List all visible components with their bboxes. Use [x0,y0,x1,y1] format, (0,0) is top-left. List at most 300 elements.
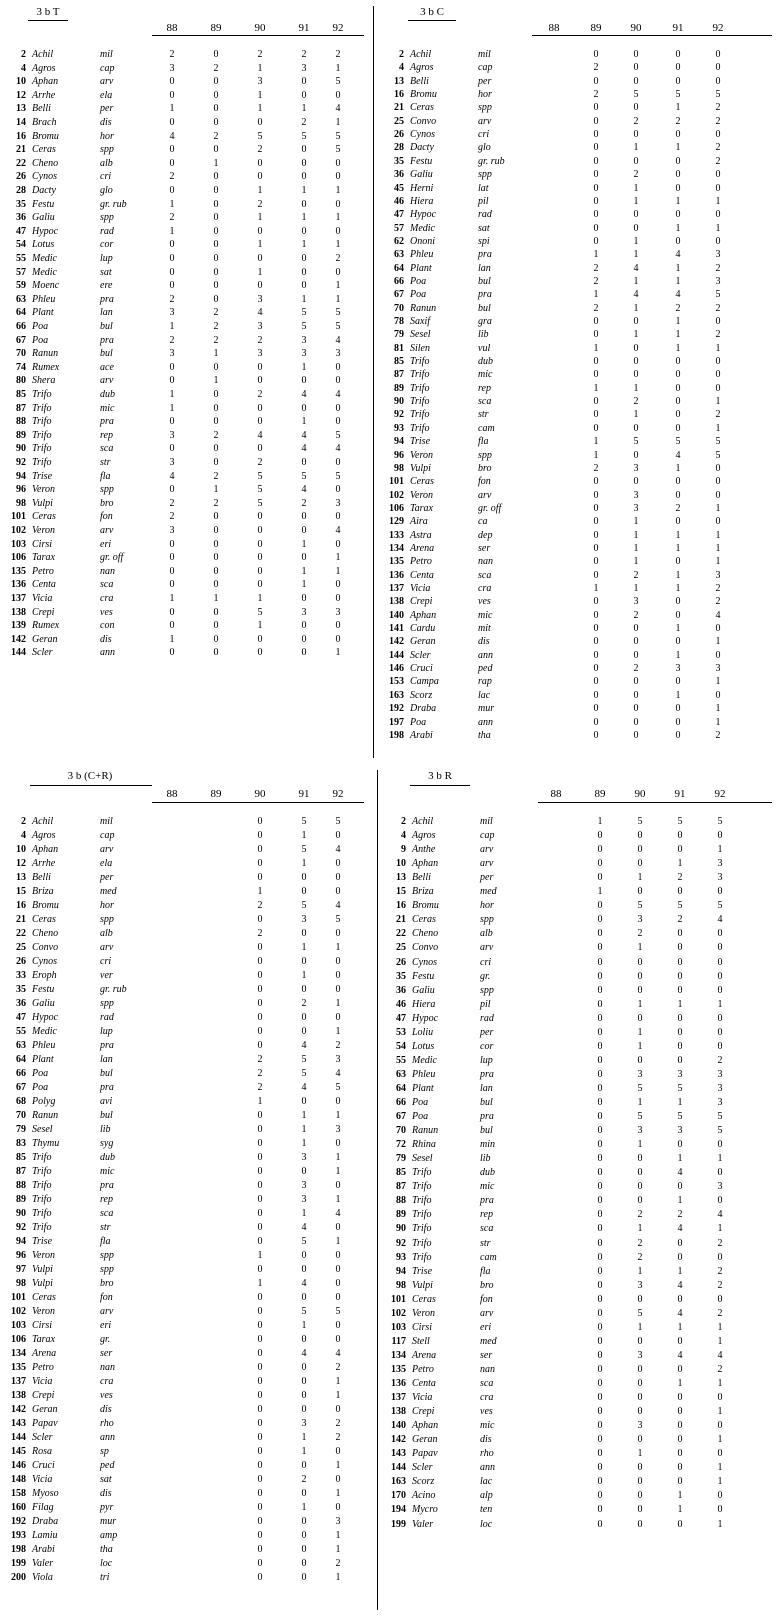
cell-value: 0 [335,1404,341,1415]
species-number: 94 [16,1236,26,1247]
species-number: 16 [394,89,404,101]
species-abbrev: cri [100,956,112,967]
cell-value: 0 [301,402,307,414]
table-row [0,1487,376,1500]
species-number: 81 [394,342,404,354]
cell-value: 1 [675,262,681,274]
species-number: 36 [396,984,406,996]
species-number: 14 [16,117,26,128]
cell-value: 0 [677,1363,683,1375]
species-abbrev: per [100,872,114,883]
species-number: 35 [16,198,26,210]
title-underline [30,785,152,786]
table-row [0,1067,376,1080]
genus-abbrev: Festu [32,984,55,995]
cell-value: 1 [335,293,341,305]
cell-value: 1 [715,396,721,408]
genus-abbrev: Scler [412,1462,433,1474]
cell-value: 3 [633,462,639,474]
genus-abbrev: Medic [412,1054,437,1066]
species-abbrev: gr. [100,1334,111,1345]
cell-value: 2 [169,334,175,346]
species-number: 55 [16,1026,26,1037]
table-row [380,1166,777,1179]
species-abbrev: cam [478,422,495,434]
panel-title: 3 b (C+R) [67,770,113,782]
species-number: 144 [11,647,26,659]
cell-value: 2 [675,302,681,314]
cell-value: 2 [633,663,639,675]
species-abbrev: str [100,1222,111,1233]
cell-value: 0 [675,49,681,60]
species-number: 13 [396,872,406,884]
species-abbrev: spp [100,212,114,224]
cell-value: 0 [597,1082,603,1094]
cell-value: 1 [717,1335,723,1347]
species-abbrev: cri [480,956,492,968]
species-abbrev: eri [100,1320,112,1331]
cell-value: 5 [637,1307,643,1319]
species-number: 106 [11,1334,26,1345]
cell-value: 0 [633,676,639,688]
cell-value: 0 [257,565,263,577]
genus-abbrev: Plant [32,307,54,319]
species-abbrev: avi [100,1096,113,1107]
cell-value: 0 [301,266,307,278]
table-row [380,1349,777,1362]
species-abbrev: rad [100,225,114,237]
species-abbrev: pra [478,289,492,301]
cell-value: 4 [675,449,681,461]
cell-value: 0 [213,552,219,564]
cell-value: 0 [301,1544,307,1555]
species-abbrev: gr. off [478,502,502,514]
table-row [0,415,372,428]
species-abbrev: cam [480,1251,497,1263]
cell-value: 0 [715,476,721,488]
cell-value: 0 [715,235,721,247]
genus-abbrev: Ranun [412,1125,439,1137]
cell-value: 4 [335,1208,341,1219]
cell-value: 5 [335,816,341,827]
cell-value: 2 [301,49,307,60]
species-abbrev: sca [100,579,114,591]
cell-value: 0 [301,1264,307,1275]
species-number: 66 [396,1097,406,1108]
cell-value: 4 [301,443,307,455]
cell-value: 0 [675,476,681,488]
table-row [378,355,777,368]
genus-abbrev: Sesel [32,1124,53,1135]
genus-abbrev: Scler [410,649,431,661]
table-row [380,1054,777,1067]
cell-value: 0 [715,689,721,701]
cell-value: 0 [301,886,307,897]
species-number: 2 [21,49,26,60]
species-number: 192 [11,1516,26,1527]
cell-value: 1 [335,1194,341,1205]
genus-abbrev: Rumex [32,620,60,632]
cell-value: 0 [637,1181,643,1193]
cell-value: 0 [675,556,681,568]
species-number: 136 [11,579,26,591]
table-row [378,555,777,568]
cell-value: 3 [717,1082,723,1094]
table-row [378,635,777,648]
table-row [0,1081,376,1094]
cell-value: 1 [335,1460,341,1471]
cell-value: 2 [335,1432,341,1443]
species-abbrev: fla [100,470,111,482]
genus-abbrev: Agros [32,830,56,841]
cell-value: 1 [213,348,219,360]
table-row [0,1137,376,1150]
cell-value: 1 [335,117,341,128]
cell-value: 0 [593,142,599,154]
species-number: 142 [391,1434,406,1446]
genus-abbrev: Geran [412,1434,438,1446]
cell-value: 0 [335,1502,341,1513]
cell-value: 0 [213,511,219,523]
genus-abbrev: Aphan [410,609,437,621]
species-abbrev: spp [100,144,114,156]
species-number: 79 [16,1124,26,1135]
cell-value: 0 [257,1040,263,1051]
species-number: 88 [16,1180,26,1191]
cell-value: 3 [637,914,643,926]
species-number: 88 [16,416,26,428]
genus-abbrev: Trifo [32,1152,52,1163]
genus-abbrev: Geran [32,1404,58,1415]
species-abbrev: bro [480,1279,494,1291]
genus-abbrev: Hiera [410,195,434,207]
cell-value: 0 [301,620,307,632]
cell-value: 0 [715,462,721,474]
cell-value: 0 [257,1166,263,1177]
table-row [378,262,777,275]
table-row [0,374,372,387]
cell-value: 0 [717,984,723,996]
genus-abbrev: Poa [410,716,427,728]
cell-value: 2 [633,115,639,127]
cell-value: 4 [335,1348,341,1359]
cell-value: 0 [335,484,341,496]
table-row [378,75,777,88]
cell-value: 4 [257,429,263,441]
cell-value: 1 [335,942,341,953]
genus-abbrev: Cynos [410,129,435,141]
cell-value: 5 [675,436,681,448]
cell-value: 0 [715,169,721,181]
table-row [0,1039,376,1052]
species-number: 4 [399,62,404,74]
species-number: 134 [391,1349,406,1361]
title-underline [410,785,470,786]
cell-value: 0 [633,449,639,461]
species-abbrev: min [480,1139,495,1151]
cell-value: 5 [257,130,263,142]
table-row [380,1180,777,1193]
cell-value: 1 [633,382,639,394]
cell-value: 0 [633,62,639,74]
genus-abbrev: Achil [410,49,432,60]
species-abbrev: bul [480,1125,493,1137]
cell-value: 2 [335,1558,341,1569]
table-row [0,633,372,646]
cell-value: 0 [257,1320,263,1331]
cell-value: 1 [593,342,599,354]
genus-abbrev: Trise [32,1236,53,1247]
cell-value: 1 [335,1152,341,1163]
cell-value: 0 [675,609,681,621]
cell-value: 0 [597,1406,603,1418]
genus-abbrev: Cynos [32,956,57,967]
genus-abbrev: Trifo [412,1209,432,1221]
species-number: 144 [391,1462,406,1474]
genus-abbrev: Bromu [410,89,437,101]
cell-value: 0 [301,1166,307,1177]
cell-value: 2 [715,155,721,167]
cell-value: 1 [593,289,599,301]
cell-value: 4 [717,914,723,926]
cell-value: 0 [633,649,639,661]
species-abbrev: spp [100,998,114,1009]
species-number: 80 [16,375,26,387]
species-number: 55 [396,1054,406,1066]
genus-abbrev: Arena [410,542,435,554]
species-number: 36 [16,212,26,224]
cell-value: 0 [637,1476,643,1488]
cell-value: 0 [213,620,219,632]
table-row [378,222,777,235]
table-row [380,1503,777,1516]
species-abbrev: gr. off [100,552,124,564]
cell-value: 2 [593,62,599,74]
species-abbrev: mil [480,816,493,827]
table-row [380,1489,777,1502]
species-abbrev: bul [478,302,491,314]
cell-value: 0 [257,579,263,591]
genus-abbrev: Agros [410,62,434,74]
table-row [0,306,372,319]
cell-value: 0 [677,1518,683,1530]
species-abbrev: ace [100,361,114,373]
species-number: 153 [389,676,404,688]
cell-value: 0 [677,1040,683,1052]
cell-value: 1 [633,556,639,568]
cell-value: 5 [717,1111,723,1123]
cell-value: 1 [597,886,603,898]
species-abbrev: gr. rub [100,984,127,995]
species-number: 142 [11,1404,26,1415]
table-row [0,1249,376,1262]
species-abbrev: per [478,75,492,87]
panel-3bCR [0,766,376,1617]
table-row [378,675,777,688]
species-abbrev: sat [100,1474,112,1485]
genus-abbrev: Ceras [32,511,56,523]
cell-value: 0 [675,676,681,688]
cell-value: 0 [597,1378,603,1389]
table-row [380,1447,777,1460]
species-abbrev: lib [480,1153,491,1165]
cell-value: 1 [257,239,263,251]
cell-value: 2 [633,569,639,581]
cell-value: 0 [257,984,263,995]
cell-value: 0 [597,1504,603,1516]
cell-value: 1 [677,998,683,1010]
table-row [380,913,777,926]
cell-value: 5 [301,1236,307,1247]
cell-value: 1 [169,402,175,414]
cell-value: 2 [213,130,219,142]
species-number: 28 [16,185,26,196]
table-row [378,48,777,61]
genus-abbrev: Bromu [412,900,439,912]
species-number: 194 [391,1504,406,1516]
cell-value: 0 [335,1222,341,1233]
species-abbrev: fla [480,1265,491,1277]
cell-value: 1 [257,620,263,632]
cell-value: 1 [717,1476,723,1488]
cell-value: 0 [593,676,599,688]
cell-value: 5 [335,321,341,332]
cell-value: 0 [257,1362,263,1373]
cell-value: 0 [593,502,599,514]
cell-value: 0 [301,1376,307,1387]
cell-value: 1 [677,1097,683,1108]
cell-value: 1 [717,1321,723,1333]
cell-value: 0 [301,872,307,883]
genus-abbrev: Bromu [32,900,59,911]
species-abbrev: alb [100,928,113,939]
cell-value: 0 [593,75,599,87]
cell-value: 3 [257,76,263,88]
table-row [0,1263,376,1276]
table-row [0,62,372,75]
cell-value: 0 [335,375,341,387]
table-row [378,395,777,408]
cell-value: 2 [257,1068,263,1079]
cell-value: 1 [335,1166,341,1177]
cell-value: 0 [213,525,219,536]
cell-value: 0 [675,235,681,247]
genus-abbrev: Trise [412,1265,433,1277]
species-abbrev: glo [478,142,491,154]
cell-value: 4 [677,1167,683,1179]
table-row [0,198,372,211]
table-row [380,1068,777,1081]
cell-value: 4 [169,130,175,142]
species-abbrev: sat [100,266,112,278]
cell-value: 1 [675,462,681,474]
species-number: 78 [394,316,404,327]
table-row [0,1053,376,1066]
species-number: 103 [11,1320,26,1331]
genus-abbrev: Anthe [412,844,436,856]
table-row [0,1333,376,1346]
genus-abbrev: Scorz [412,1476,435,1488]
species-abbrev: spp [478,102,492,114]
table-row [378,195,777,208]
cell-value: 0 [593,703,599,715]
cell-value: 0 [637,858,643,870]
cell-value: 0 [257,1544,263,1555]
species-abbrev: spp [100,484,114,496]
cell-value: 5 [301,816,307,827]
table-row [0,293,372,306]
genus-abbrev: Ononi [410,235,435,247]
species-number: 13 [16,872,26,883]
cell-value: 1 [637,1321,643,1333]
cell-value: 0 [715,356,721,368]
cell-value: 0 [597,1167,603,1179]
cell-value: 0 [675,382,681,394]
cell-value: 1 [675,529,681,541]
genus-abbrev: Arrhe [32,89,56,101]
cell-value: 0 [301,1516,307,1527]
table-row [378,609,777,622]
cell-value: 0 [717,1195,723,1207]
species-abbrev: cra [480,1392,494,1404]
species-abbrev: nan [480,1363,495,1375]
genus-abbrev: Sesel [410,329,431,341]
cell-value: 5 [301,1054,307,1065]
cell-value: 2 [213,62,219,74]
species-abbrev: pil [478,195,489,207]
table-row [378,529,777,542]
cell-value: 1 [169,389,175,400]
species-abbrev: dub [478,356,493,368]
cell-value: 1 [257,1096,263,1107]
cell-value: 0 [637,970,643,982]
species-abbrev: sat [478,222,490,234]
cell-value: 1 [677,1321,683,1333]
cell-value: 0 [637,830,643,842]
species-number: 15 [16,886,26,897]
cell-value: 1 [213,375,219,387]
year-header: 88 [548,22,560,34]
species-abbrev: spp [478,449,492,461]
cell-value: 5 [301,130,307,142]
cell-value: 0 [257,280,263,292]
cell-value: 1 [335,239,341,251]
table-row [0,1473,376,1486]
species-abbrev: dis [100,117,112,128]
species-abbrev: ela [100,89,113,101]
species-number: 47 [396,1012,406,1024]
cell-value: 0 [257,1432,263,1443]
cell-value: 0 [169,89,175,101]
cell-value: 0 [597,1293,603,1305]
species-number: 134 [11,1348,26,1359]
cell-value: 0 [257,1208,263,1219]
cell-value: 5 [301,1306,307,1317]
genus-abbrev: Brach [32,117,57,128]
species-abbrev: ves [480,1406,493,1418]
cell-value: 0 [257,647,263,659]
species-abbrev: sca [100,1208,114,1219]
cell-value: 0 [597,1448,603,1460]
species-number: 9 [401,844,406,856]
species-number: 117 [391,1335,406,1347]
cell-value: 2 [633,396,639,408]
species-abbrev: per [480,1026,494,1038]
cell-value: 1 [257,266,263,278]
species-number: 87 [396,1181,406,1193]
species-abbrev: hor [100,130,114,142]
species-number: 70 [394,302,404,314]
